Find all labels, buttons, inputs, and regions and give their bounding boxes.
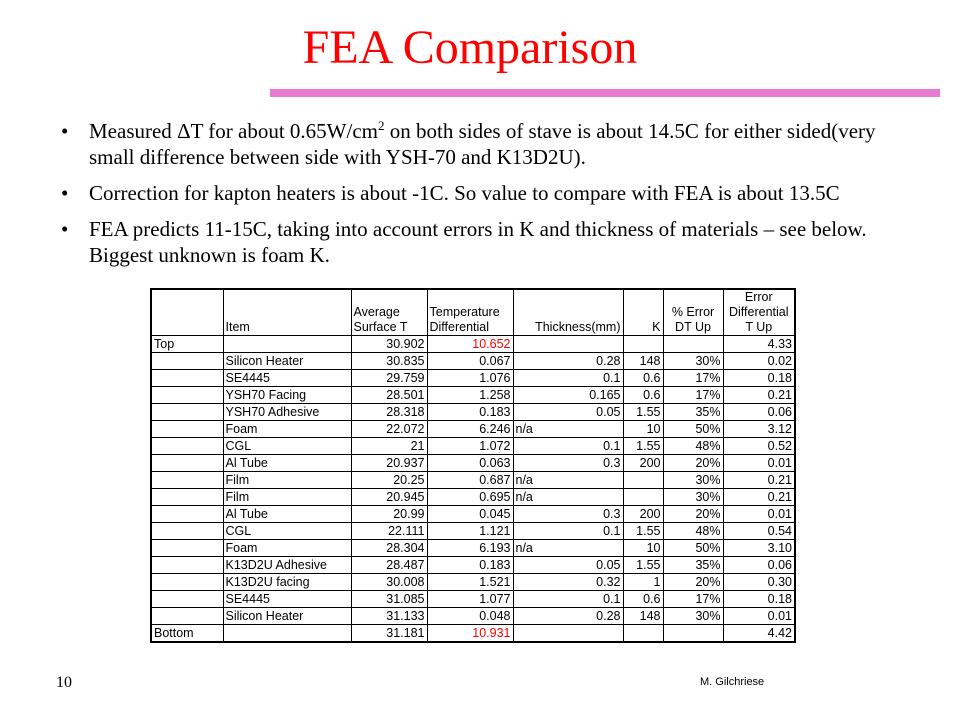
- table-cell: 1.55: [623, 557, 663, 574]
- header-row: [151, 289, 795, 305]
- header-cell: [151, 305, 223, 320]
- header-row: [151, 305, 795, 320]
- table-cell: 0.067: [427, 353, 513, 370]
- table-cell: 17%: [663, 370, 723, 387]
- table-cell: 0.54: [723, 523, 795, 540]
- table-cell: 30.008: [351, 574, 427, 591]
- table-row: [151, 608, 795, 625]
- table-cell: 0.01: [723, 608, 795, 625]
- table-cell: 0.18: [723, 591, 795, 608]
- table-cell: [623, 625, 663, 643]
- table-row: [151, 557, 795, 574]
- table-cell: 0.01: [723, 506, 795, 523]
- header-cell: Surface T: [351, 320, 427, 336]
- table-cell: 0.05: [513, 557, 623, 574]
- table-cell: n/a: [513, 540, 623, 557]
- superscript: 2: [377, 118, 385, 133]
- table-cell: Foam: [223, 540, 351, 557]
- table-row: [151, 506, 795, 523]
- table-cell: 0.165: [513, 387, 623, 404]
- header-cell: [351, 289, 427, 305]
- table-row: [151, 404, 795, 421]
- header-cell: Error: [723, 289, 795, 305]
- table-cell: 0.28: [513, 353, 623, 370]
- table-cell: 0.183: [427, 557, 513, 574]
- table-cell: 0.05: [513, 404, 623, 421]
- header-cell: DT Up: [663, 320, 723, 336]
- table-cell: [151, 472, 223, 489]
- table-cell: 0.21: [723, 387, 795, 404]
- bullet-text-suffix: on both sides of stave is about 14.5C for either sided(very small difference between side with YSH-70 and K13D2U).: [89, 119, 876, 169]
- table-cell: [151, 455, 223, 472]
- table-cell: [513, 625, 623, 643]
- table-cell: 20.99: [351, 506, 427, 523]
- table-cell: 0.183: [427, 404, 513, 421]
- table-cell: 0.21: [723, 489, 795, 506]
- table-cell: [151, 353, 223, 370]
- table-row: [151, 489, 795, 506]
- table-cell: YSH70 Adhesive: [223, 404, 351, 421]
- table-cell: 1.55: [623, 404, 663, 421]
- table-cell: 0.1: [513, 591, 623, 608]
- table-cell: 10: [623, 421, 663, 438]
- table-cell: 200: [623, 455, 663, 472]
- table-cell: 48%: [663, 523, 723, 540]
- table-cell: 0.52: [723, 438, 795, 455]
- header-cell: [513, 289, 623, 305]
- table-cell: 0.18: [723, 370, 795, 387]
- table-row: [151, 540, 795, 557]
- table-cell: 10: [623, 540, 663, 557]
- table-cell: 22.072: [351, 421, 427, 438]
- table-cell: 1.55: [623, 523, 663, 540]
- table-cell: 1.076: [427, 370, 513, 387]
- table-cell: Silicon Heater: [223, 608, 351, 625]
- bullet-text-mid: T for about 0.65W/cm: [190, 119, 378, 143]
- table-cell: 0.687: [427, 472, 513, 489]
- table-cell: 28.487: [351, 557, 427, 574]
- bullet-text: FEA predicts 11-15C, taking into account errors in K and thickness of materials – see below. Biggest unknown is foam K.: [89, 217, 867, 267]
- table-cell: 1.077: [427, 591, 513, 608]
- table-cell: 31.085: [351, 591, 427, 608]
- table-cell: 0.1: [513, 438, 623, 455]
- table-cell: [151, 557, 223, 574]
- table-cell: 28.318: [351, 404, 427, 421]
- header-cell: [427, 289, 513, 305]
- bullet-list: [55, 118, 895, 278]
- table-cell: SE4445: [223, 591, 351, 608]
- header-cell: [223, 289, 351, 305]
- table-cell: 20.937: [351, 455, 427, 472]
- table-cell: [151, 591, 223, 608]
- header-cell: Differential: [427, 320, 513, 336]
- table-cell: 30%: [663, 472, 723, 489]
- table-cell: 0.01: [723, 455, 795, 472]
- header-cell: [623, 305, 663, 320]
- table-cell: n/a: [513, 421, 623, 438]
- table-cell: 20%: [663, 574, 723, 591]
- table-cell: 10.652: [427, 336, 513, 353]
- table-cell: 1: [623, 574, 663, 591]
- table-cell: Top: [151, 336, 223, 353]
- table-cell: 0.048: [427, 608, 513, 625]
- table-cell: [623, 472, 663, 489]
- table-cell: 20.945: [351, 489, 427, 506]
- table-cell: [151, 574, 223, 591]
- table-cell: 0.6: [623, 591, 663, 608]
- table-cell: 0.045: [427, 506, 513, 523]
- header-cell: [151, 289, 223, 305]
- table-cell: 1.55: [623, 438, 663, 455]
- table-row: [151, 472, 795, 489]
- table-row: [151, 438, 795, 455]
- header-cell: Thickness(mm): [513, 320, 623, 336]
- table-cell: 21: [351, 438, 427, 455]
- header-cell: [663, 289, 723, 305]
- table-cell: [151, 540, 223, 557]
- table-cell: 30.902: [351, 336, 427, 353]
- header-cell: Item: [223, 320, 351, 336]
- table-cell: 20%: [663, 455, 723, 472]
- header-cell: Differential: [723, 305, 795, 320]
- table-row: [151, 625, 795, 643]
- table-cell: 50%: [663, 421, 723, 438]
- table-cell: 28.304: [351, 540, 427, 557]
- table-cell: [623, 336, 663, 353]
- table-cell: [151, 421, 223, 438]
- table-row: [151, 421, 795, 438]
- header-cell: [623, 289, 663, 305]
- table-cell: CGL: [223, 523, 351, 540]
- table-cell: [151, 523, 223, 540]
- table-header: [151, 289, 795, 336]
- table-cell: 0.30: [723, 574, 795, 591]
- table-cell: SE4445: [223, 370, 351, 387]
- table-cell: K13D2U facing: [223, 574, 351, 591]
- table-cell: 30%: [663, 608, 723, 625]
- author-label: M. Gilchriese: [700, 676, 765, 688]
- table-cell: 1.072: [427, 438, 513, 455]
- table-cell: 0.32: [513, 574, 623, 591]
- table-cell: 0.02: [723, 353, 795, 370]
- bullet-item: [55, 180, 895, 206]
- table-cell: [151, 387, 223, 404]
- table-cell: 31.133: [351, 608, 427, 625]
- header-cell: [513, 305, 623, 320]
- table-cell: 0.1: [513, 523, 623, 540]
- table-cell: K13D2U Adhesive: [223, 557, 351, 574]
- table-cell: 3.12: [723, 421, 795, 438]
- bullet-text-prefix: Measured: [89, 119, 178, 143]
- table-cell: 20.25: [351, 472, 427, 489]
- table-cell: 148: [623, 608, 663, 625]
- page-number: 10: [56, 674, 72, 691]
- table-cell: YSH70 Facing: [223, 387, 351, 404]
- header-row: [151, 320, 795, 336]
- table-cell: [623, 489, 663, 506]
- table-cell: 20%: [663, 506, 723, 523]
- table-cell: 1.121: [427, 523, 513, 540]
- table-cell: n/a: [513, 489, 623, 506]
- table-cell: [663, 625, 723, 643]
- table-cell: Silicon Heater: [223, 353, 351, 370]
- table-cell: [223, 625, 351, 643]
- table-cell: 200: [623, 506, 663, 523]
- table-cell: [513, 336, 623, 353]
- table-cell: 1.258: [427, 387, 513, 404]
- table-cell: CGL: [223, 438, 351, 455]
- table-cell: [663, 336, 723, 353]
- table-cell: 0.6: [623, 387, 663, 404]
- table-cell: 31.181: [351, 625, 427, 643]
- header-cell: K: [623, 320, 663, 336]
- table-cell: Al Tube: [223, 455, 351, 472]
- table-cell: 0.3: [513, 506, 623, 523]
- table-cell: 0.6: [623, 370, 663, 387]
- table-cell: [151, 404, 223, 421]
- table-cell: [151, 438, 223, 455]
- table-cell: 6.193: [427, 540, 513, 557]
- table-row: [151, 370, 795, 387]
- table-cell: 3.10: [723, 540, 795, 557]
- bullet-item: [55, 118, 895, 170]
- table-cell: 30%: [663, 489, 723, 506]
- table-row: [151, 353, 795, 370]
- table-row: [151, 523, 795, 540]
- header-cell: Temperature: [427, 305, 513, 320]
- table-cell: 148: [623, 353, 663, 370]
- table-row: [151, 387, 795, 404]
- table-row: [151, 455, 795, 472]
- table-cell: 1.521: [427, 574, 513, 591]
- table-cell: 29.759: [351, 370, 427, 387]
- table-row: [151, 336, 795, 353]
- table-cell: 6.246: [427, 421, 513, 438]
- table-cell: [151, 608, 223, 625]
- header-cell: [151, 320, 223, 336]
- bullet-text: Correction for kapton heaters is about -1C. So value to compare with FEA is about 13.5C: [89, 181, 840, 205]
- table-cell: n/a: [513, 472, 623, 489]
- table-cell: 4.42: [723, 625, 795, 643]
- table-row: [151, 591, 795, 608]
- table-cell: Al Tube: [223, 506, 351, 523]
- table-cell: 30.835: [351, 353, 427, 370]
- table-cell: [151, 370, 223, 387]
- table-row: [151, 574, 795, 591]
- header-cell: % Error: [663, 305, 723, 320]
- table-cell: 4.33: [723, 336, 795, 353]
- table-cell: 0.06: [723, 404, 795, 421]
- table-cell: 0.06: [723, 557, 795, 574]
- table-cell: [151, 489, 223, 506]
- table-cell: 0.695: [427, 489, 513, 506]
- table-cell: Bottom: [151, 625, 223, 643]
- table-cell: 0.21: [723, 472, 795, 489]
- header-cell: Average: [351, 305, 427, 320]
- table-cell: 50%: [663, 540, 723, 557]
- header-cell: [223, 305, 351, 320]
- table-cell: 30%: [663, 353, 723, 370]
- table-cell: Film: [223, 489, 351, 506]
- table-cell: 28.501: [351, 387, 427, 404]
- table-cell: 0.063: [427, 455, 513, 472]
- table-cell: [151, 506, 223, 523]
- bullet-dot-icon: •: [61, 217, 69, 241]
- table-cell: 48%: [663, 438, 723, 455]
- title-divider: [270, 89, 940, 97]
- delta-symbol: Δ: [177, 119, 191, 143]
- table-cell: Film: [223, 472, 351, 489]
- header-cell: T Up: [723, 320, 795, 336]
- table-cell: 17%: [663, 387, 723, 404]
- table-cell: 35%: [663, 404, 723, 421]
- bullet-dot-icon: •: [61, 119, 69, 143]
- fea-results-table: [150, 288, 796, 643]
- table-cell: [223, 336, 351, 353]
- slide-title: FEA Comparison: [302, 21, 638, 74]
- table-cell: 0.28: [513, 608, 623, 625]
- table-cell: 35%: [663, 557, 723, 574]
- table-body: [151, 336, 795, 643]
- bullet-dot-icon: •: [61, 181, 69, 205]
- table-cell: 0.1: [513, 370, 623, 387]
- table-cell: 0.3: [513, 455, 623, 472]
- table-cell: 10.931: [427, 625, 513, 643]
- table-cell: Foam: [223, 421, 351, 438]
- table-cell: 17%: [663, 591, 723, 608]
- table-cell: 22.111: [351, 523, 427, 540]
- bullet-item: [55, 216, 895, 268]
